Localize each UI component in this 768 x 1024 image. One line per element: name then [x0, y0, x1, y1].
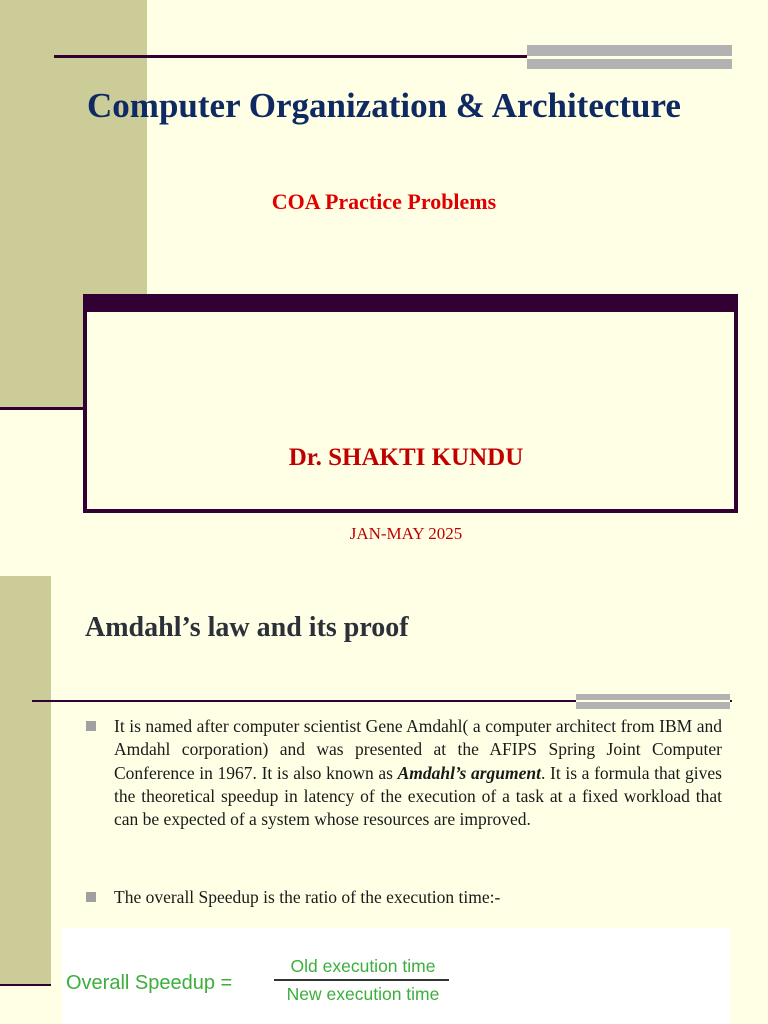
- left-accent-rule: [0, 984, 51, 986]
- left-accent-rule: [0, 407, 84, 410]
- author-frame: [83, 294, 738, 513]
- course-title: Computer Organization & Architecture: [87, 86, 681, 125]
- author-name: Dr. SHAKTI KUNDU: [288, 444, 524, 471]
- bullet-text-part: . It is a formula that gives the theoretical speedup in latency of the execution of a task at a fixed workload that can be expected of a system whose resources are improved.: [114, 762, 722, 830]
- bullet-text: The overall Speedup is the ratio of the execution time:-: [114, 887, 501, 907]
- course-subtitle: COA Practice Problems: [271, 189, 497, 214]
- formula-numerator: Old execution time: [290, 956, 436, 976]
- gray-accent-bar: [576, 694, 730, 709]
- square-bullet-icon: [86, 721, 96, 731]
- bullet-text: [114, 715, 722, 831]
- speedup-formula: [62, 928, 730, 1024]
- gray-accent-bar: [527, 45, 732, 69]
- formula-lhs: Overall Speedup =: [66, 972, 233, 994]
- bullet-emphasis: Amdahl’s argument: [397, 762, 541, 783]
- slide-amdahl: [0, 576, 768, 1024]
- term-dates: JAN-MAY 2025: [349, 524, 463, 543]
- fraction-bar: [274, 979, 449, 981]
- bullet-item: [86, 886, 722, 909]
- square-bullet-icon: [86, 892, 96, 902]
- bullet-item: [86, 715, 722, 831]
- bullet-text-part: It is named after computer scientist Gene Amdahl( a computer architect from IBM and Amdahl corporation) and was presented at the AFIPS Spring Joint Computer Conference in 1967. It is also known as: [114, 716, 722, 783]
- left-accent-band: [0, 576, 51, 986]
- formula-denominator: New execution time: [286, 984, 440, 1004]
- section-heading: Amdahl’s law and its proof: [85, 612, 409, 643]
